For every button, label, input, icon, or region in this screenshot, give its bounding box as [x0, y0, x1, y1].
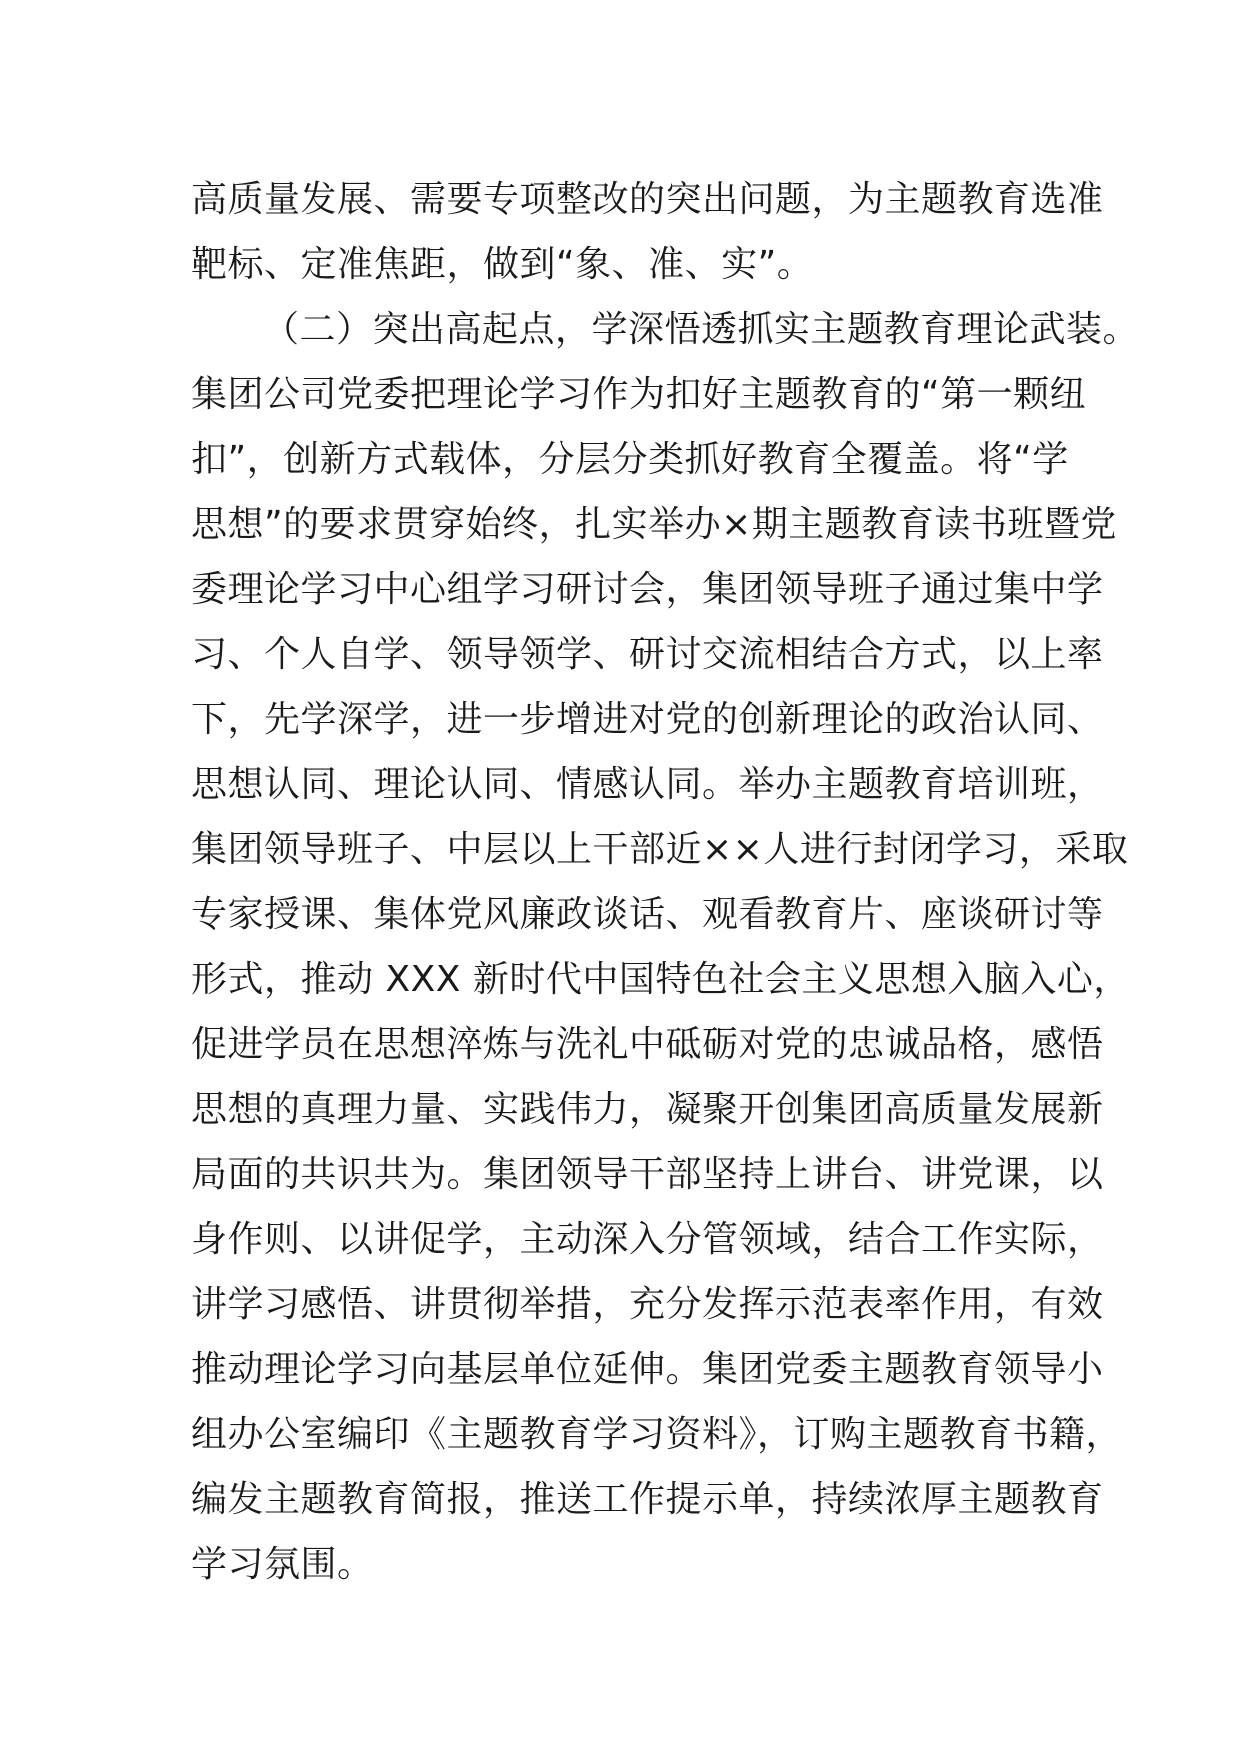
text-line: 高质量发展、需要专项整改的突出问题，为主题教育选准 — [191, 179, 1104, 220]
text-line: 委理论学习中心组学习研讨会，集团领导班子通过集中学 — [191, 569, 1104, 610]
text-line: 下，先学深学，进一步增进对党的创新理论的政治认同、 — [191, 699, 1104, 740]
text-line: 习、个人自学、领导领学、研讨交流相结合方式，以上率 — [191, 634, 1104, 675]
section-heading-line: （二）突出高起点，学深悟透抓实主题教育理论武装。 — [263, 309, 1140, 350]
text-line: 学习氛围。 — [191, 1544, 374, 1585]
text-line: 集团领导班子、中层以上干部近××人进行封闭学习，采取 — [191, 829, 1129, 870]
body-text — [191, 167, 1140, 1597]
text-line: 讲学习感悟、讲贯彻举措，充分发挥示范表率作用，有效 — [191, 1284, 1104, 1325]
text-line: 扣”，创新方式载体，分层分类抓好教育全覆盖。将“学 — [191, 439, 1069, 480]
text-line: 身作则、以讲促学，主动深入分管领域，结合工作实际， — [191, 1219, 1104, 1260]
text-line: 靶标、定准焦距，做到“象、准、实”。 — [191, 244, 814, 285]
text-line: 组办公室编印《主题教育学习资料》，订购主题教育书籍， — [191, 1414, 1123, 1455]
text-line: 局面的共识共为。集团领导干部坚持上讲台、讲党课，以 — [191, 1154, 1104, 1195]
text-line: 思想”的要求贯穿始终，扎实举办×期主题教育读书班暨党 — [191, 504, 1117, 545]
text-line: 专家授课、集体党风廉政谈话、观看教育片、座谈研讨等 — [191, 894, 1104, 935]
text-line: 促进学员在思想淬炼与洗礼中砥砺对党的忠诚品格，感悟 — [191, 1024, 1104, 1065]
text-line: 形式，推动 XXX 新时代中国特色社会主义思想入脑入心， — [191, 959, 1130, 1000]
text-line: 推动理论学习向基层单位延伸。集团党委主题教育领导小 — [191, 1349, 1104, 1390]
text-line: 思想认同、理论认同、情感认同。举办主题教育培训班， — [191, 764, 1104, 805]
text-line: 编发主题教育简报，推送工作提示单，持续浓厚主题教育 — [191, 1479, 1104, 1520]
text-line: 思想的真理力量、实践伟力，凝聚开创集团高质量发展新 — [191, 1089, 1104, 1130]
text-line: 集团公司党委把理论学习作为扣好主题教育的“第一颗纽 — [191, 374, 1087, 415]
